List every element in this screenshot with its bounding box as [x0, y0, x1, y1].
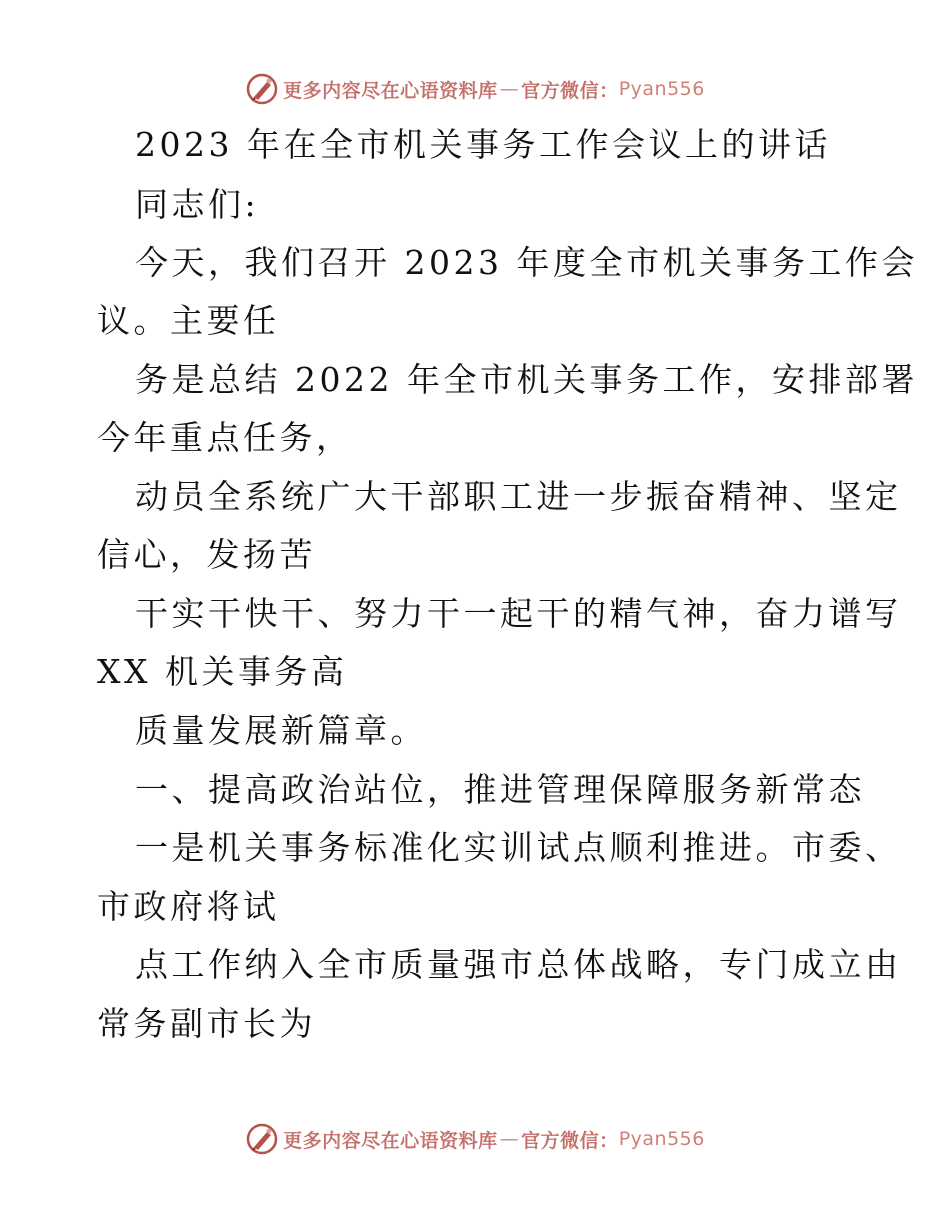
paragraph-line: 点工作纳入全市质量强市总体战略，专门成立由	[135, 945, 902, 984]
header-watermark	[0, 72, 950, 106]
watermark-official: 官方微信：	[521, 79, 619, 102]
paragraph-line: 议。主要任	[97, 301, 280, 340]
paragraph-line: 市政府将试	[97, 887, 280, 926]
paragraph-line: 务是总结 2022 年全市机关事务工作，安排部署	[135, 360, 918, 399]
watermark-official: 官方微信：	[521, 1129, 619, 1152]
paragraph-line: 质量发展新篇章。	[135, 711, 427, 750]
watermark-separator: —	[499, 1128, 520, 1150]
paragraph-line: 常务副市长为	[97, 1004, 316, 1043]
pen-logo-icon	[245, 72, 279, 106]
pen-logo-icon	[245, 1122, 279, 1156]
watermark-wechat-id: Pyan556	[618, 78, 705, 100]
watermark-wechat-id: Pyan556	[618, 1128, 705, 1150]
paragraph-line: 今年重点任务，	[97, 418, 353, 457]
salutation: 同志们:	[135, 185, 260, 224]
watermark-text: 更多内容尽在心语资料库	[283, 79, 498, 102]
watermark-separator: —	[499, 78, 520, 100]
paragraph-line: 一是机关事务标准化实训试点顺利推进。市委、	[135, 828, 902, 867]
paragraph-line: 今天，我们召开 2023 年度全市机关事务工作会	[135, 243, 918, 282]
section-heading: 一、提高政治站位，推进管理保障服务新常态	[135, 770, 865, 809]
footer-watermark	[0, 1122, 950, 1156]
paragraph-line: 动员全系统广大干部职工进一步振奋精神、坚定	[135, 477, 902, 516]
paragraph-line: 信心，发扬苦	[97, 535, 316, 574]
document-title: 2023 年在全市机关事务工作会议上的讲话	[135, 125, 831, 164]
watermark-text: 更多内容尽在心语资料库	[283, 1129, 498, 1152]
paragraph-line: XX 机关事务高	[97, 652, 348, 691]
paragraph-line: 干实干快干、努力干一起干的精气神，奋力谱写	[135, 594, 902, 633]
